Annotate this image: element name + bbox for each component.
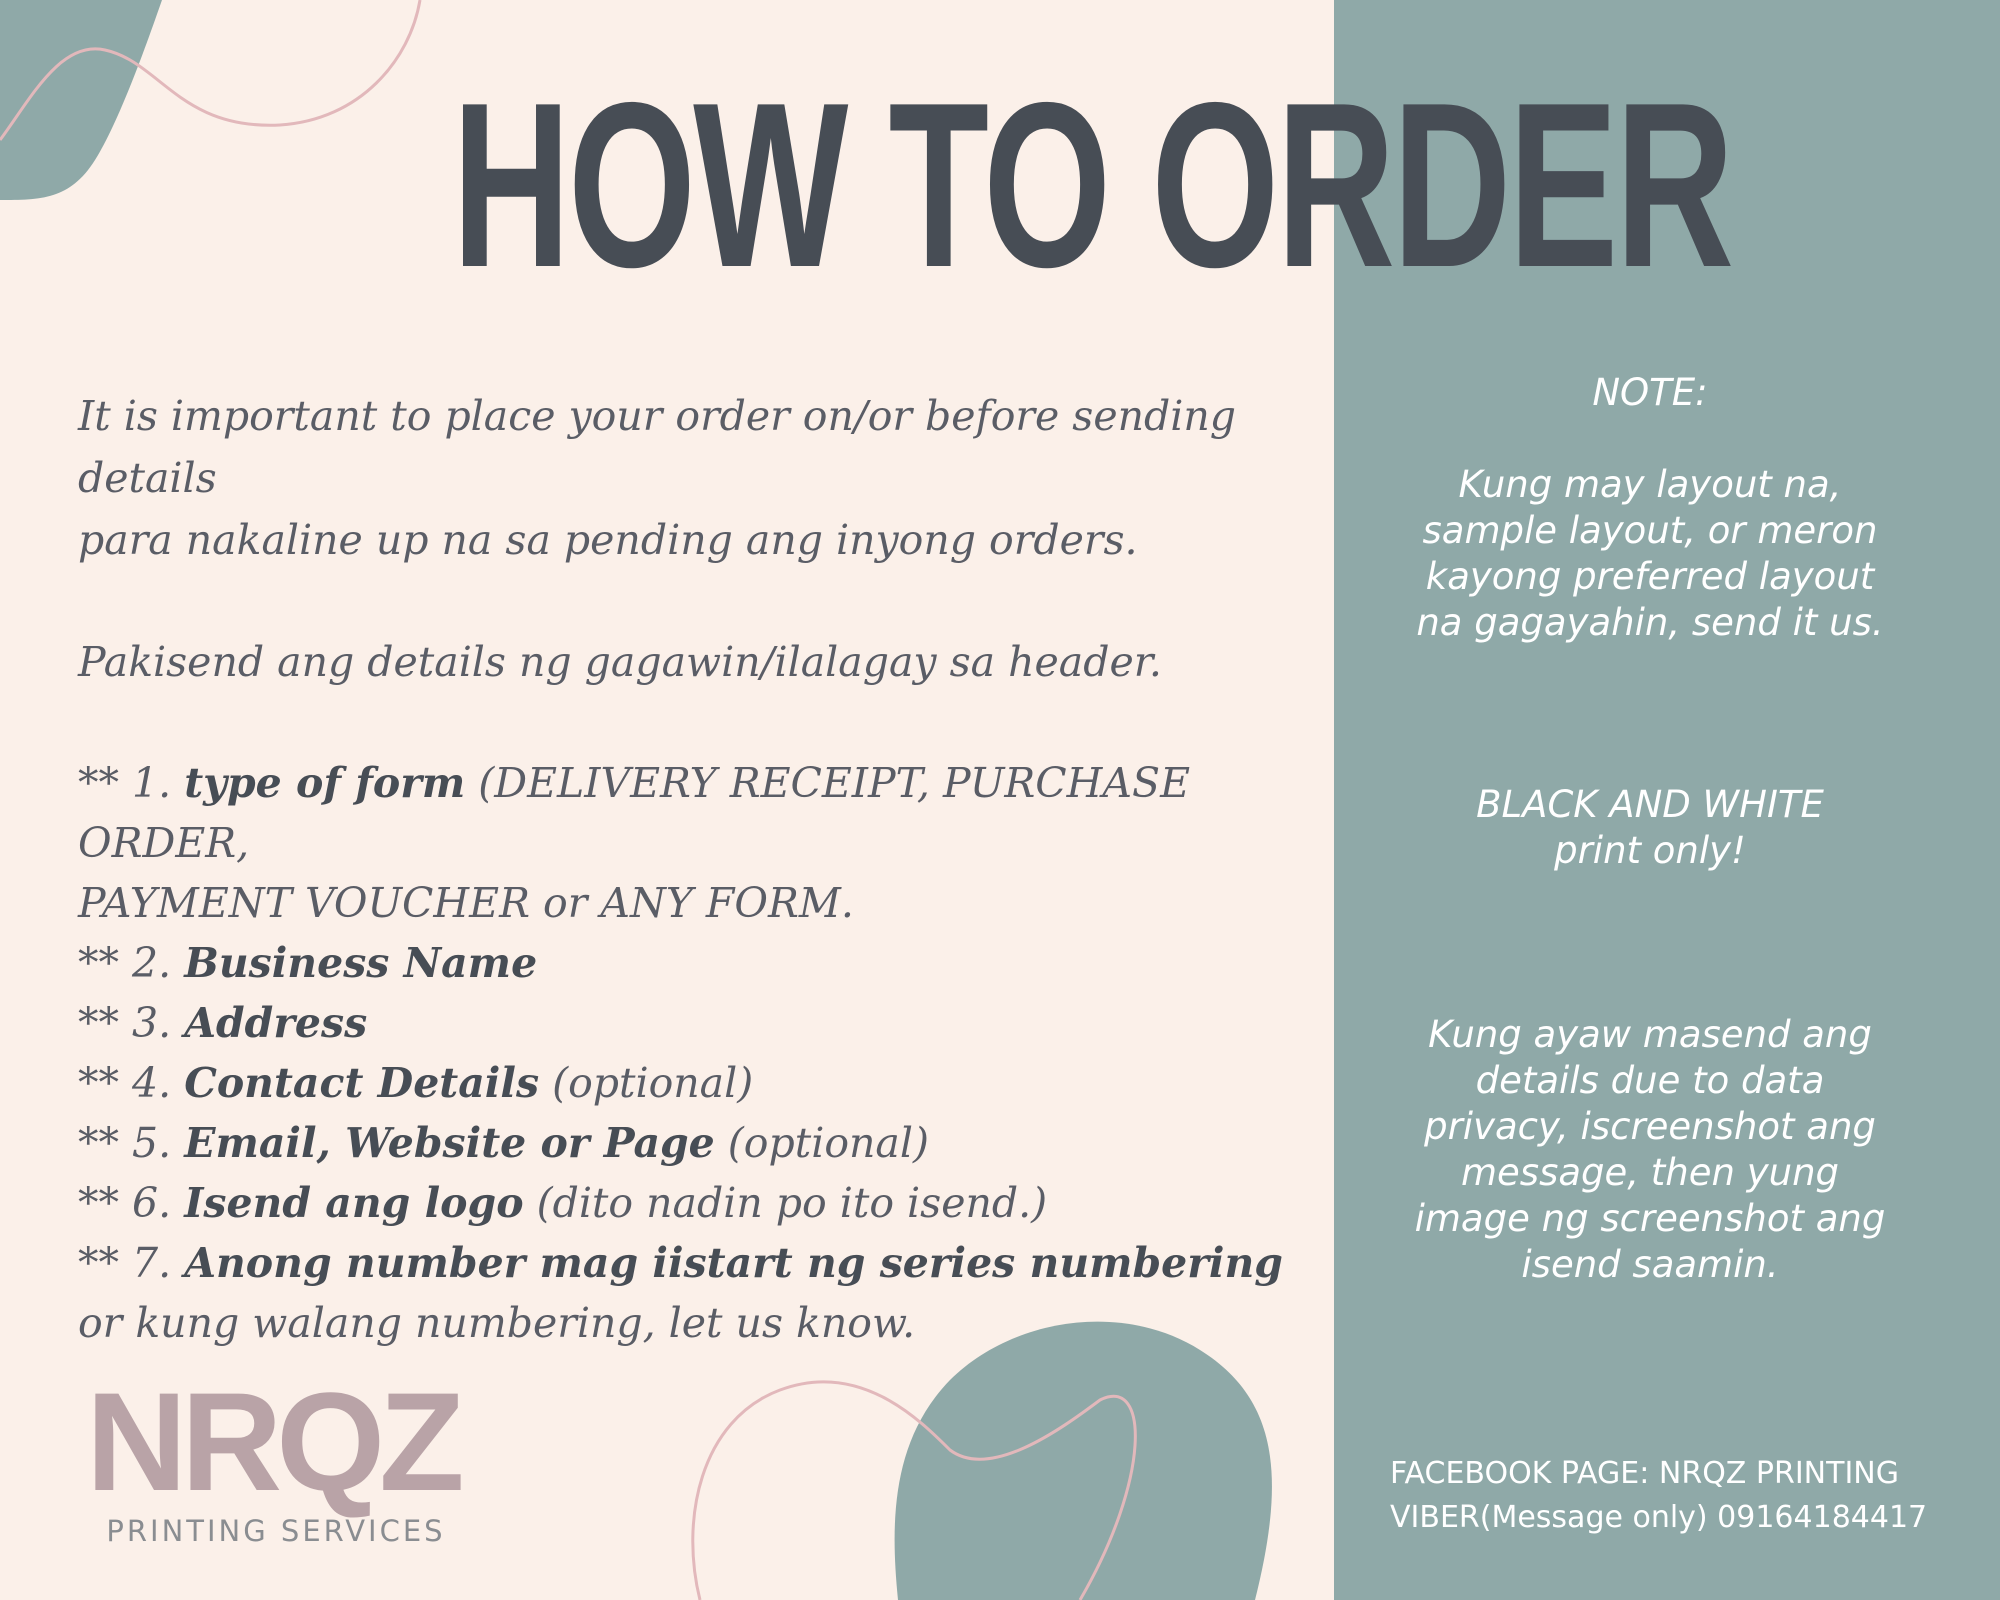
list-item: ** 5. Email, Website or Page (optional) (78, 1119, 929, 1167)
bottom-blob (895, 1322, 1272, 1600)
note-heading: NOTE: (1592, 371, 1708, 414)
order-instructions (78, 385, 1328, 1353)
list-item: ** 7. Anong number mag iistart ng series numbering or kung walang numbering, let us know. (78, 1239, 1283, 1347)
logo-tagline: PRINTING SERVICES (106, 1514, 446, 1548)
list-item: ** 4. Contact Details (optional) (78, 1059, 754, 1107)
intro-text: It is important to place your order on/or before sending details para nakaline up na sa pending ang inyong orders. (78, 392, 1237, 564)
list-item: ** 6. Isend ang logo (dito nadin po ito isend.) (78, 1179, 1048, 1227)
header-note-text: Pakisend ang details ng gagawin/ilalagay sa header. (78, 638, 1162, 686)
list-item: ** 2. Business Name (78, 939, 538, 987)
note-bw-text: BLACK AND WHITE print only! (1476, 783, 1824, 872)
page-title: HOW TO ORDER (452, 53, 1732, 316)
logo (86, 1363, 466, 1548)
facebook-page-text: FACEBOOK PAGE: NRQZ PRINTING (1390, 1456, 1899, 1491)
viber-contact-text: VIBER(Message only) 09164184417 (1390, 1500, 1928, 1535)
list-item: ** 1. type of form (DELIVERY RECEIPT, PURCHASE ORDER, PAYMENT VOUCHER or ANY FORM. (78, 759, 1191, 927)
note-layout-text: Kung may layout na, sample layout, or meron kayong preferred layout na gagayahin, send it us. (1416, 463, 1884, 644)
logo-mark: NRQZ (86, 1363, 459, 1520)
list-item: ** 3. Address (78, 999, 368, 1047)
note-privacy-text: Kung ayaw masend ang details due to data privacy, iscreenshot ang message, then yung image ng screenshot ang isend saamin. (1414, 1013, 1886, 1286)
